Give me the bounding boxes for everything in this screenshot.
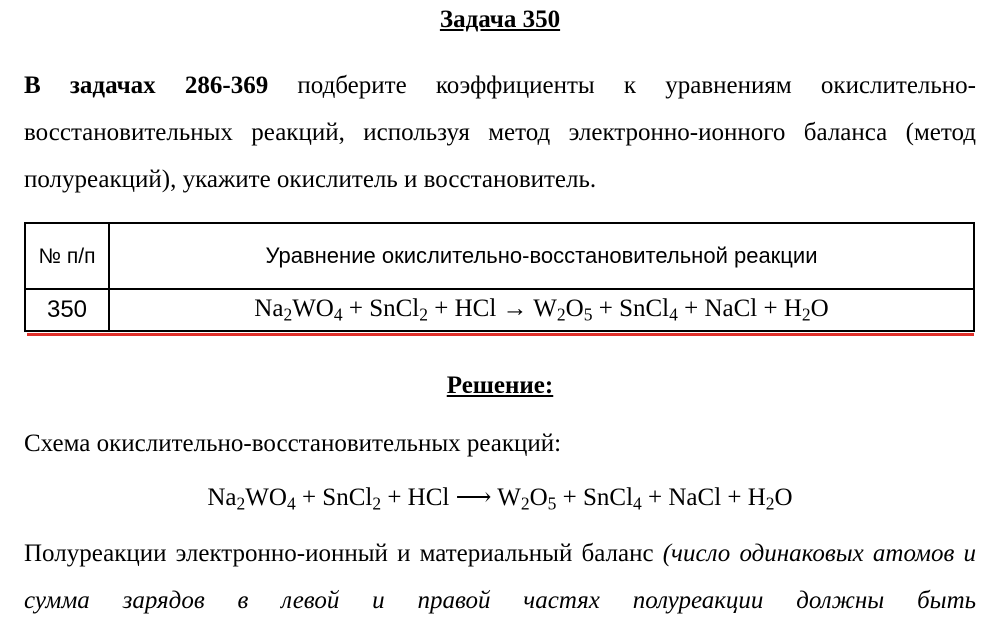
row-number: 350	[25, 289, 109, 331]
header-equation: Уравнение окислительно-восстановительной реакции	[109, 223, 974, 289]
task-range: В задачах 286-369	[24, 72, 269, 99]
red-underline	[27, 333, 974, 336]
solution-heading: Решение:	[446, 372, 554, 399]
task-title: Задача 350	[439, 6, 561, 33]
table-row	[25, 289, 974, 331]
task-table	[24, 222, 975, 332]
task-description	[24, 62, 976, 203]
table-header-row	[25, 223, 974, 289]
row-equation: $Na_2WO_4$ + SnCl$_2$ + HCl → $W_2O_5$ + SnCl$_4$ + NaCl + $H_2O$	[109, 289, 974, 331]
scheme-label: Схема окислительно-восстановительных реакций:	[24, 430, 562, 457]
task-instruction: подберите коэффициенты к уравнениям окислительно-восстановительных реакций, используя метод электронно-ионного баланса (метод полуреакций), укажите окислитель и восстановитель.	[24, 72, 976, 193]
header-number: № п/п	[25, 223, 109, 289]
scheme-equation: $Na_2WO_4$ + SnCl$_2$ + HCl ⟶ $W_2O_5$ + SnCl$_4$ + NaCl + $H_2O$	[207, 484, 793, 514]
half-reactions-intro: Полуреакции электронно-ионный и материальный баланс	[24, 540, 663, 567]
half-reactions-note: (число одинаковых атомов и сумма зарядов в левой и правой частях полуреакции должны быть	[24, 540, 976, 614]
half-reactions-text	[24, 530, 976, 624]
